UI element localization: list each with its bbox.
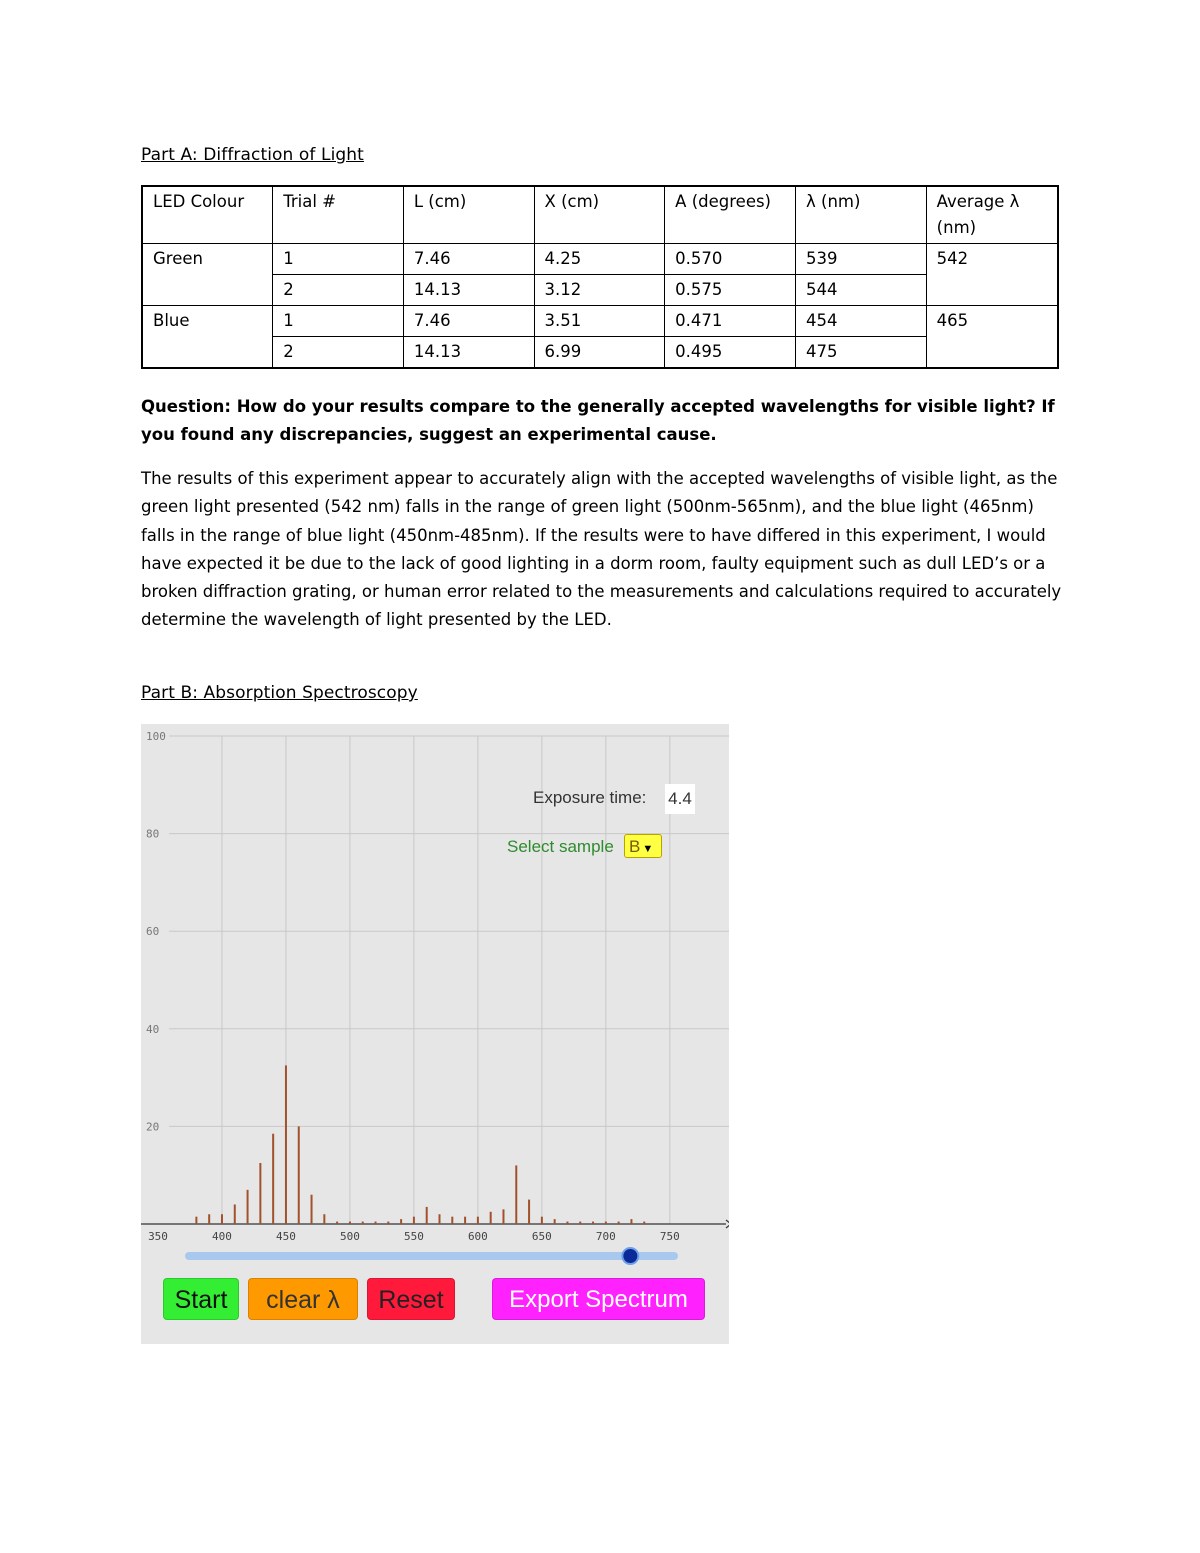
y-tick-label: 100	[146, 730, 166, 743]
spectrum-bar	[515, 1165, 517, 1224]
cell-x: 3.51	[534, 306, 665, 337]
spectrum-chart	[141, 724, 729, 1344]
start-button[interactable]: Start	[163, 1278, 239, 1320]
cell-lambda: 475	[796, 337, 927, 369]
spectrum-bar	[605, 1222, 607, 1224]
spectrum-bar	[221, 1214, 223, 1224]
reset-button[interactable]: Reset	[367, 1278, 455, 1320]
cell-l: 14.13	[403, 275, 534, 306]
spectrum-bar	[400, 1219, 402, 1224]
header-led-colour: LED Colour	[142, 186, 273, 244]
spectrum-bar	[336, 1222, 338, 1224]
cell-a: 0.575	[665, 275, 796, 306]
header-trial: Trial #	[273, 186, 404, 244]
spectrum-bar	[541, 1217, 543, 1224]
cell-l: 7.46	[403, 244, 534, 275]
header-average-lambda: Average λ (nm)	[926, 186, 1058, 244]
y-tick-label: 80	[146, 827, 160, 841]
export-spectrum-button[interactable]: Export Spectrum	[492, 1278, 705, 1320]
spectrum-bar	[362, 1222, 364, 1224]
cell-average: 465	[926, 306, 1058, 369]
spectrum-bar	[234, 1204, 236, 1224]
x-tick-label: 750	[659, 1230, 680, 1243]
select-sample-label: Select sample	[507, 837, 614, 856]
spectrum-bar	[464, 1217, 466, 1224]
spectrum-bar	[259, 1163, 261, 1224]
spectrum-bar	[387, 1222, 389, 1224]
exposure-time-label: Exposure time:	[533, 788, 647, 807]
header-x: X (cm)	[534, 186, 665, 244]
cell-l: 14.13	[403, 337, 534, 369]
spectrum-bar	[323, 1214, 325, 1224]
x-tick-label: 350	[148, 1230, 168, 1243]
y-tick-label: 20	[146, 1120, 160, 1134]
spectrum-bar	[208, 1214, 210, 1224]
spectrum-bar	[554, 1219, 556, 1224]
cell-colour: Green	[142, 244, 273, 306]
table-row	[142, 275, 1058, 306]
x-tick-label: 500	[339, 1230, 360, 1243]
cell-colour: Blue	[142, 306, 273, 369]
spectrum-bar	[413, 1217, 415, 1224]
spectrum-bar	[579, 1222, 581, 1224]
cell-lambda: 454	[796, 306, 927, 337]
spectrum-bar	[375, 1222, 377, 1224]
header-a: A (degrees)	[665, 186, 796, 244]
spectrum-bar	[195, 1217, 197, 1224]
spectrum-bar	[451, 1217, 453, 1224]
spectrum-bar	[592, 1222, 594, 1224]
cell-x: 3.12	[534, 275, 665, 306]
part-a-heading: Part A: Diffraction of Light	[141, 145, 364, 165]
cell-trial: 2	[273, 337, 404, 369]
cell-x: 4.25	[534, 244, 665, 275]
x-tick-label: 600	[467, 1230, 488, 1243]
slider-handle[interactable]	[622, 1248, 638, 1264]
sample-select[interactable]	[624, 834, 662, 858]
table-row	[142, 244, 1058, 275]
x-tick-label: 700	[595, 1230, 616, 1243]
cell-a: 0.570	[665, 244, 796, 275]
cell-average: 542	[926, 244, 1058, 306]
question-text: Question: How do your results compare to the generally accepted wavelengths for visible light? If you found any discrepancies, suggest an experimental cause.	[141, 397, 1055, 444]
spectrum-bar	[528, 1200, 530, 1224]
cell-a: 0.495	[665, 337, 796, 369]
y-tick-label: 40	[146, 1022, 160, 1036]
x-tick-label: 550	[403, 1230, 424, 1243]
exposure-time-input[interactable]: 4.4	[665, 784, 695, 814]
clear-lambda-button[interactable]: clear λ	[248, 1278, 358, 1320]
spectrum-bar	[618, 1222, 620, 1224]
spectrum-bar	[502, 1209, 504, 1224]
header-l: L (cm)	[403, 186, 534, 244]
table-row	[142, 306, 1058, 337]
spectrum-bar	[426, 1207, 428, 1224]
cell-a: 0.471	[665, 306, 796, 337]
cell-trial: 1	[273, 244, 404, 275]
x-axis-arrow-icon	[726, 1220, 729, 1228]
y-tick-label: 60	[146, 925, 160, 939]
spectrum-bar	[490, 1212, 492, 1224]
sample-select-value: B	[629, 837, 641, 856]
spectrum-bar	[477, 1217, 479, 1224]
x-tick-label: 400	[212, 1230, 232, 1243]
table-row	[142, 337, 1058, 369]
spectrum-bar	[439, 1214, 441, 1224]
cell-x: 6.99	[534, 337, 665, 369]
spectrum-bar	[272, 1134, 274, 1224]
x-tick-label: 450	[276, 1230, 296, 1243]
spectrum-bar	[566, 1222, 568, 1224]
diffraction-table	[141, 185, 1059, 369]
x-tick-label: 650	[531, 1230, 552, 1243]
cell-trial: 1	[273, 306, 404, 337]
spectrum-bar	[630, 1219, 632, 1224]
spectrum-bar	[311, 1195, 313, 1224]
spectrum-bar	[643, 1222, 645, 1224]
spectrometer-widget	[141, 724, 729, 1344]
spectrum-bar	[349, 1222, 351, 1224]
spectrum-bar	[298, 1126, 300, 1224]
cell-trial: 2	[273, 275, 404, 306]
part-b-heading: Part B: Absorption Spectroscopy	[141, 683, 418, 703]
cell-lambda: 539	[796, 244, 927, 275]
answer-paragraph: The results of this experiment appear to accurately align with the accepted wavelengths of visible light, as the green light presented (542 nm) falls in the range of green light (500nm-565nm), and the blue light (465nm) falls in the range of blue light (450nm-485nm). If the results were to have differed in this experiment, I would have expected it be due to the lack of good lighting in a dorm room, faulty equipment such as dull LED’s or a broken diffraction grating, or human error related to the measurements and calculations required to accurately determine the wavelength of light presented by the LED.	[141, 469, 1062, 630]
header-lambda: λ (nm)	[796, 186, 927, 244]
cell-lambda: 544	[796, 275, 927, 306]
cell-l: 7.46	[403, 306, 534, 337]
spectrum-bar	[285, 1065, 287, 1224]
spectrum-bar	[247, 1190, 249, 1224]
caret-down-icon: ▼	[642, 843, 654, 855]
